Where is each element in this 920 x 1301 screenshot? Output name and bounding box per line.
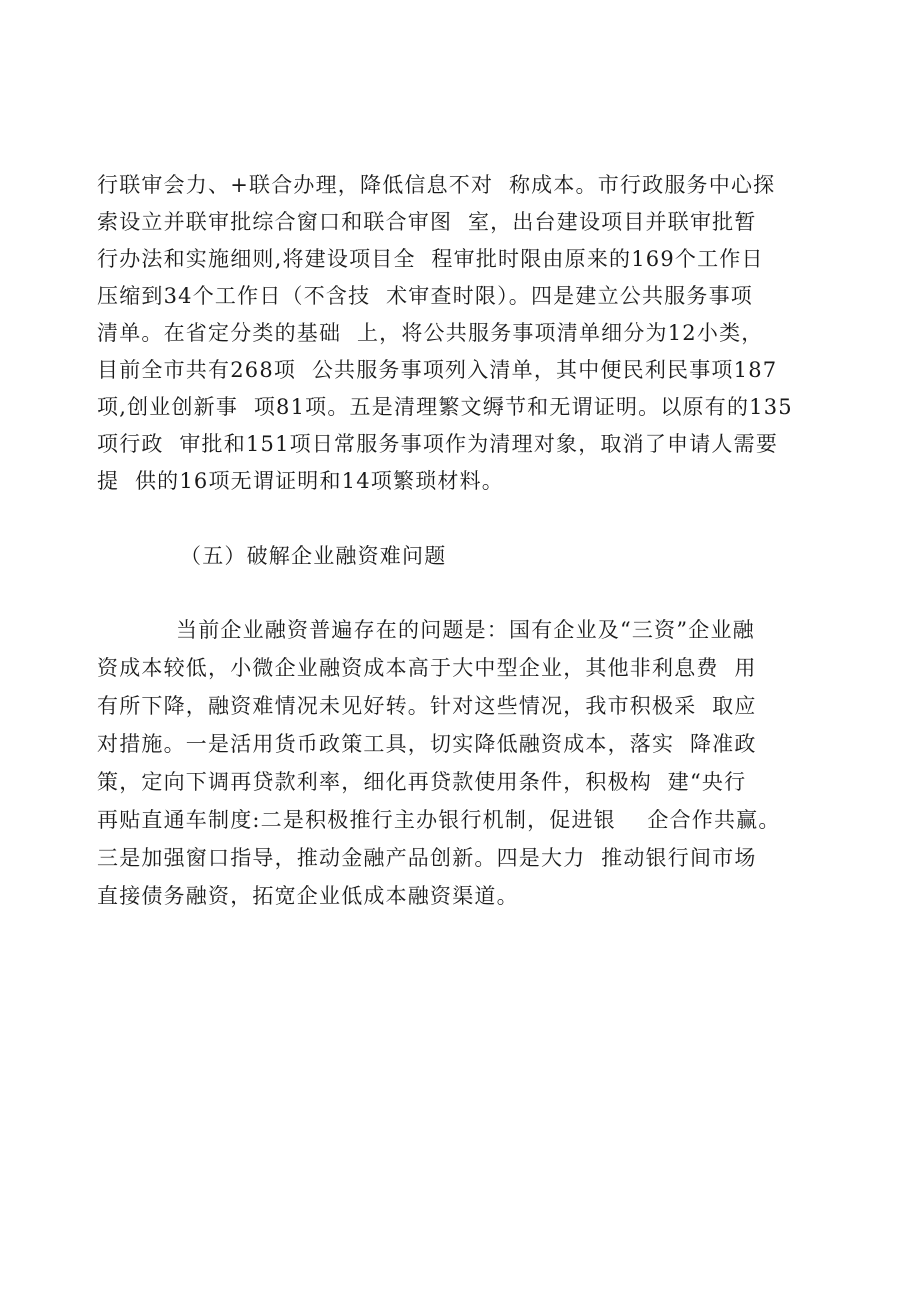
paragraph-2-line: 直接债务融资，拓宽企业低成本融资渠道。: [97, 884, 519, 908]
paragraph-2-line: 策，定向下调再贷款利率，细化再贷款使用条件，积极构 建“央行: [97, 770, 747, 794]
paragraph-2-line: 对措施。一是活用货币政策工具，切实降低融资成本，落实 降准政: [97, 732, 757, 756]
paragraph-1-line: 目前全市共有268项 公共服务事项列入清单，其中便民利民事项187: [97, 358, 778, 382]
paragraph-1-line: 行办法和实施细则,将建设项目全 程审批时限由原来的169个工作日: [97, 247, 764, 271]
paragraph-1-line: 行联审会力、+联合办理，降低信息不对 称成本。市行政服务中心探: [97, 173, 776, 197]
paragraph-1-line: 提 供的16项无谓证明和14项繁琐材料。: [97, 469, 504, 493]
paragraph-2-line: 再贴直通车制度:二是积极推行主办银行机制，促进银 企合作共赢。: [97, 808, 781, 832]
paragraph-2-line: 有所下降，融资难情况未见好转。针对这些情况，我市积极采 取应: [97, 694, 757, 718]
paragraph-2-line: 三是加强窗口指导，推动金融产品创新。四是大力 推动银行间市场: [97, 846, 757, 870]
paragraph-2-line: 资成本较低，小微企业融资成本高于大中型企业，其他非利息费 用: [97, 656, 757, 680]
paragraph-2-line: 当前企业融资普遍存在的问题是：国有企业及“三资”企业融: [176, 618, 755, 642]
paragraph-1-line: 项行政 审批和151项日常服务事项作为清理对象，取消了申请人需要: [97, 432, 779, 456]
section-heading: （五）破解企业融资难问题: [180, 544, 447, 568]
paragraph-1-line: 索设立并联审批综合窗口和联合审图 室，出台建设项目并联审批暂: [97, 210, 757, 234]
paragraph-1-line: 压缩到34个工作日（不含技 术审查时限）。四是建立公共服务事项: [97, 284, 753, 308]
paragraph-1-line: 项,创业创新事 项81项。五是清理繁文缛节和无谓证明。以原有的135: [97, 395, 793, 419]
paragraph-1-line: 清单。在省定分类的基础 上，将公共服务事项清单细分为12小类，: [97, 321, 764, 345]
